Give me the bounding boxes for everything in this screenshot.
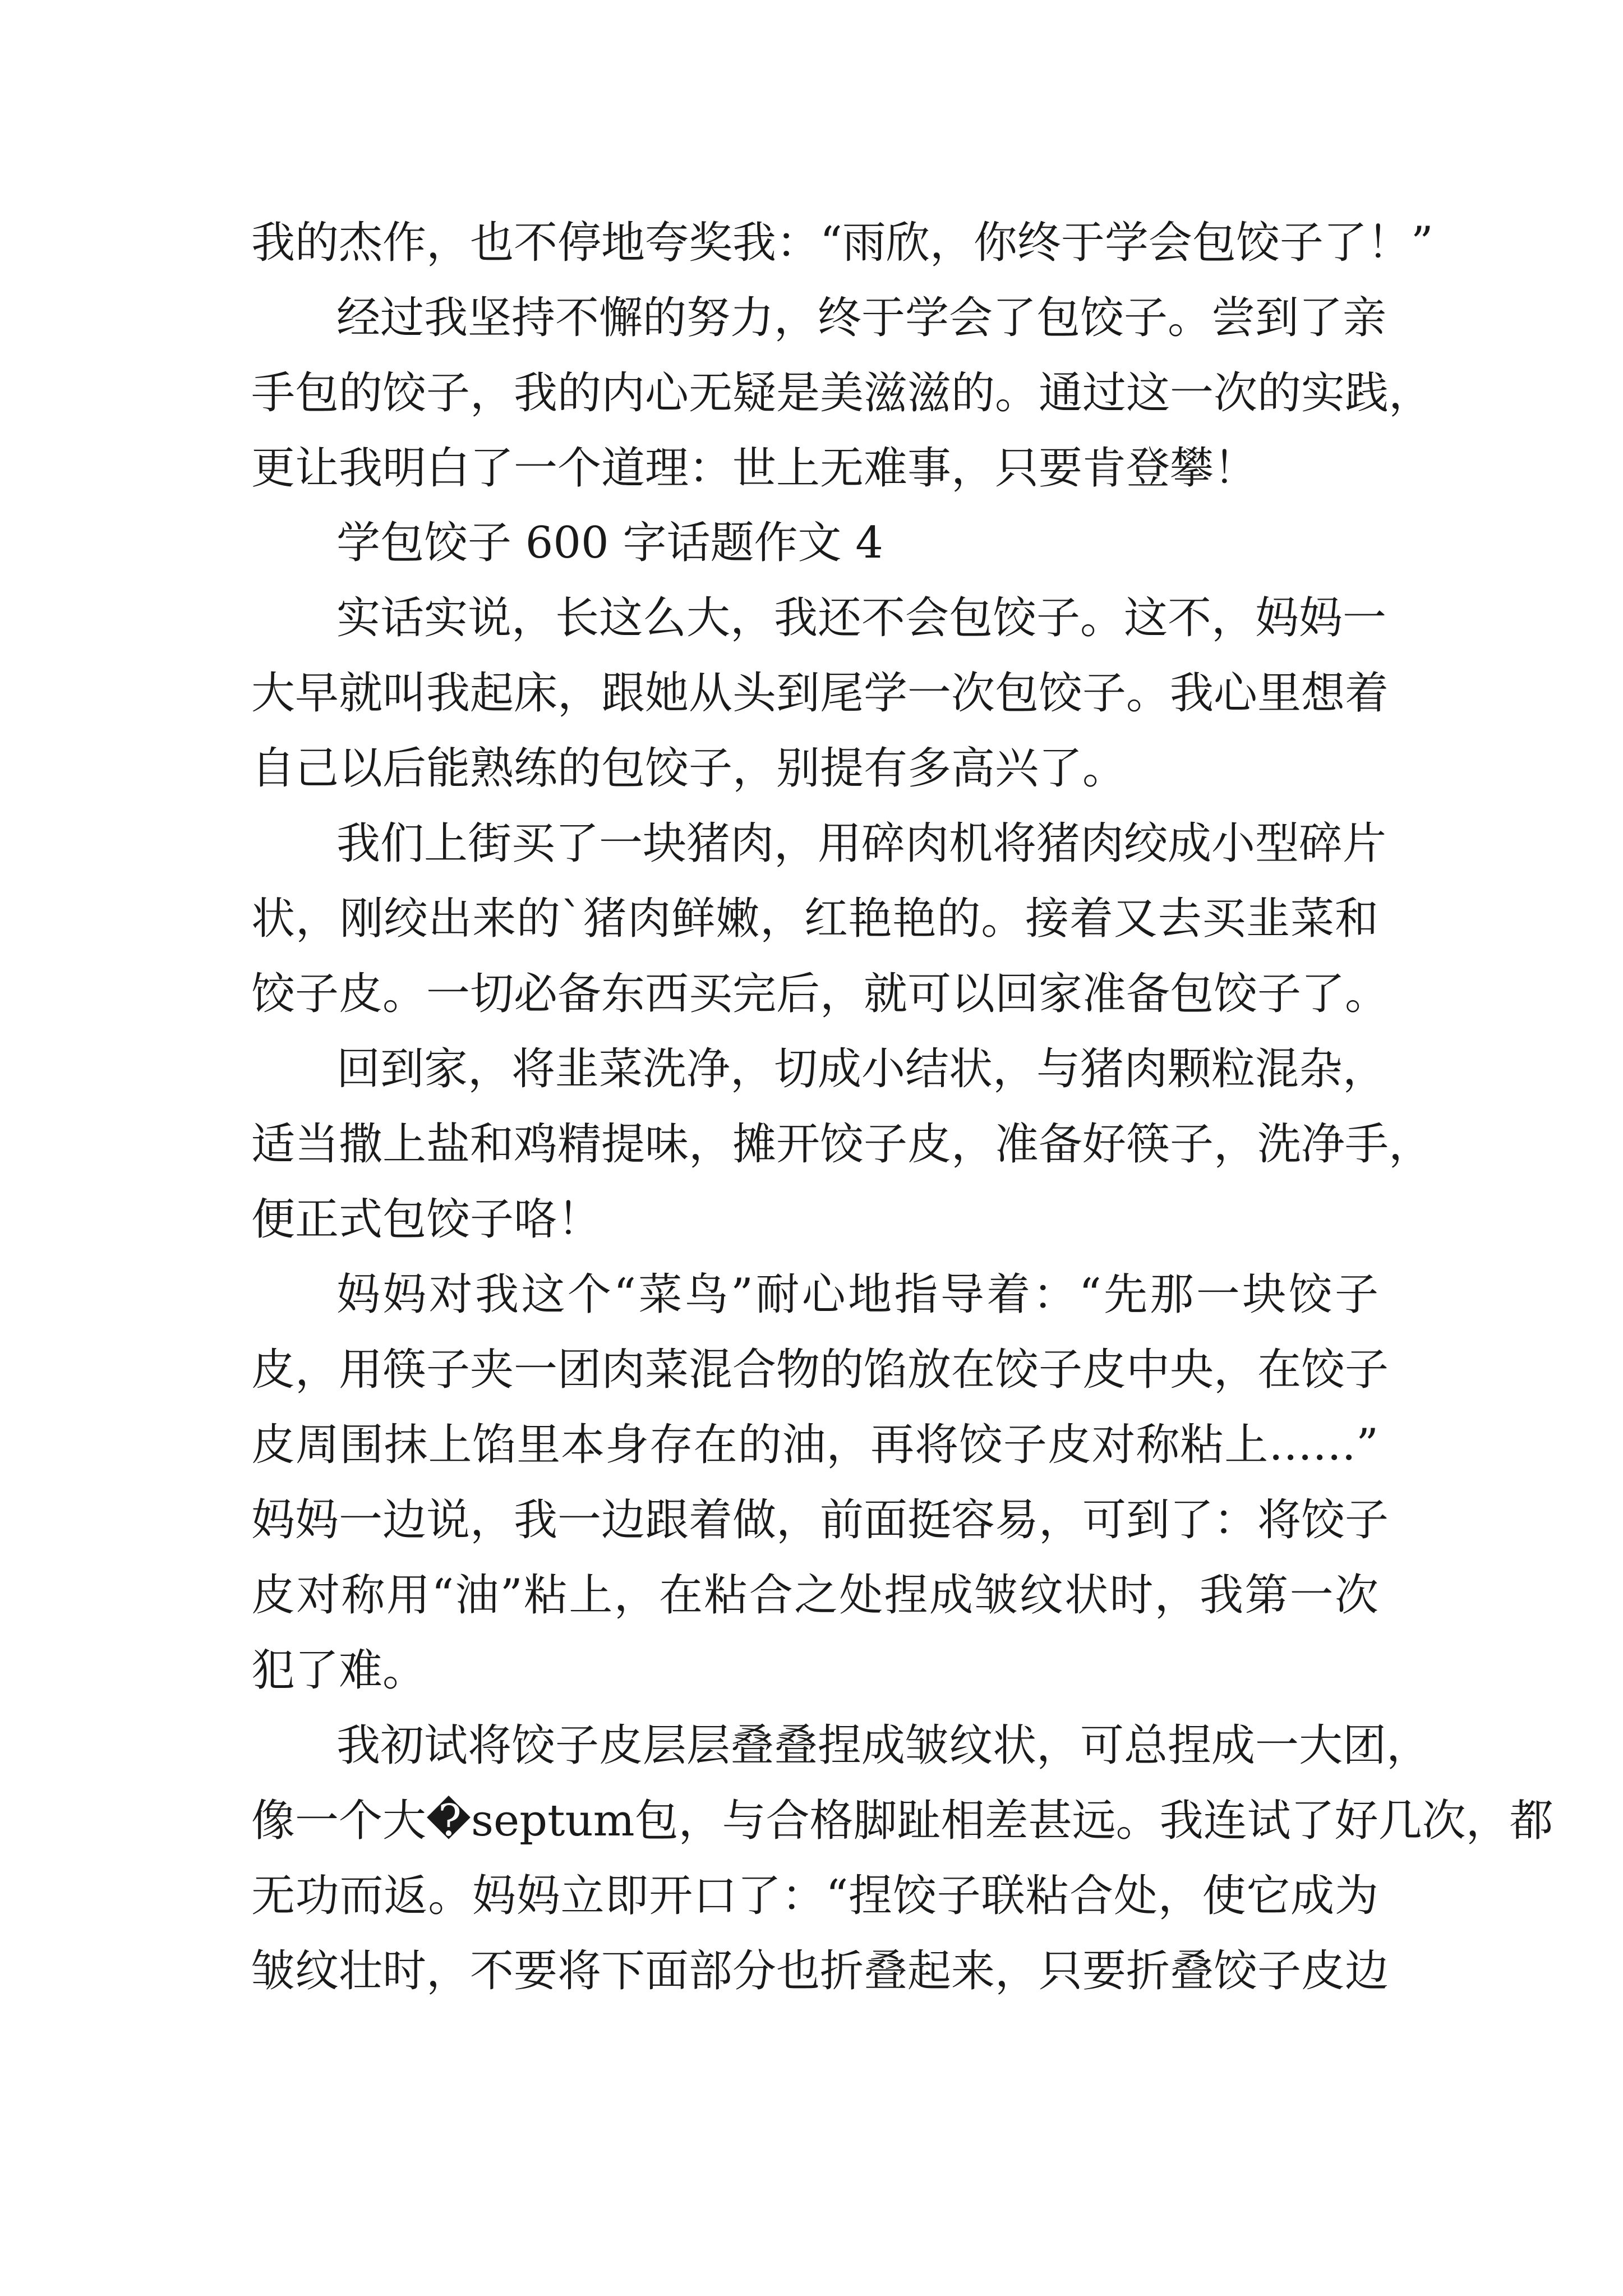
paragraph-line: 像一个大�septum包，与合格脚趾相差甚远。我连试了好几次，都 (251, 1796, 1553, 1846)
paragraph-line: 饺子皮。一切必备东西买完后，就可以回家准备包饺子了。 (251, 969, 1389, 1019)
paragraph-line: 皱纹壮时，不要将下面部分也折叠起来，只要折叠饺子皮边 (251, 1946, 1389, 1996)
paragraph-line: 我的杰作，也不停地夸奖我：“雨欣，你终于学会包饺子了！” (251, 218, 1433, 268)
paragraph-line: 便正式包饺子咯！ (251, 1194, 602, 1245)
paragraph-line: 妈妈一边说，我一边跟着做，前面挺容易，可到了：将饺子 (251, 1495, 1389, 1545)
paragraph-line: 皮周围抹上馅里本身存在的油，再将饺子皮对称粘上……” (251, 1420, 1378, 1470)
paragraph-line: 犯了难。 (251, 1645, 427, 1696)
paragraph-line: 皮，用筷子夹一团肉菜混合物的馅放在饺子皮中央，在饺子 (251, 1345, 1389, 1395)
paragraph-line: 实话实说，长这么大，我还不会包饺子。这不，妈妈一 (336, 593, 1387, 643)
paragraph-line: 经过我坚持不懈的努力，终于学会了包饺子。尝到了亲 (336, 293, 1387, 343)
paragraph-line: 大早就叫我起床，跟她从头到尾学一次包饺子。我心里想着 (251, 668, 1389, 719)
paragraph-line: 我们上街买了一块猪肉，用碎肉机将猪肉绞成小型碎片 (336, 818, 1387, 869)
paragraph-line: 妈妈对我这个“菜鸟”耐心地指导着：“先那一块饺子 (336, 1269, 1378, 1320)
paragraph-line: 手包的饺子，我的内心无疑是美滋滋的。通过这一次的实践， (251, 368, 1433, 418)
section-heading: 学包饺子 600 字话题作文 4 (336, 518, 883, 568)
paragraph-line: 我初试将饺子皮层层叠叠捏成皱纹状，可总捏成一大团， (336, 1720, 1431, 1771)
paragraph-line: 适当撒上盐和鸡精提味，摊开饺子皮，准备好筷子，洗净手， (251, 1119, 1433, 1170)
paragraph-line: 皮对称用“油”粘上，在粘合之处捏成皱纹状时，我第一次 (251, 1570, 1378, 1621)
paragraph-line: 状，刚绞出来的`猪肉鲜嫩，红艳艳的。接着又去买韭菜和 (251, 894, 1378, 944)
paragraph-line: 自己以后能熟练的包饺子，别提有多高兴了。 (251, 743, 1127, 794)
paragraph-line: 更让我明白了一个道理：世上无难事，只要肯登攀！ (251, 443, 1258, 494)
paragraph-line: 无功而返。妈妈立即开口了：“捏饺子联粘合处，使它成为 (251, 1871, 1378, 1921)
paragraph-line: 回到家，将韭菜洗净，切成小结状，与猪肉颗粒混杂， (336, 1044, 1387, 1094)
